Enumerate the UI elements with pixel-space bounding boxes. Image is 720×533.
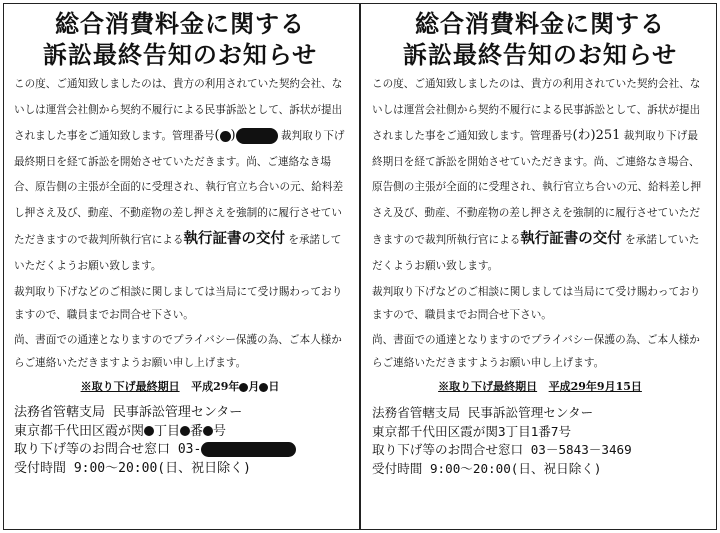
office-block (14, 404, 346, 478)
consultation-paragraph: 裁判取り下げなどのご相談に関しましては当局にて受け賜わっておりますので、職員までお問合せ下さい。 (372, 286, 701, 321)
office-block (372, 404, 708, 478)
deadline-date: 平成29年9月15日 (548, 380, 642, 393)
paragraph-text: この度、ご通知致しましたのは、貴方の利用されていた契約会社、ないしは運営会社側から契約不履行による民事訴訟として、訴状が提出されました事をご通知致します。管理番号 (14, 78, 343, 142)
paragraph-text: 裁判取り下げ最終期日を経て訴訟を開始させていただきます。尚、ご連絡なき場合、原告側の主張が全面的に受理され、執行官立ち合いの元、給料差し押さえ及び、動産、不動産物の差し押さえを強制的に履行させていただきますので裁判所執行官による (372, 130, 702, 246)
business-hours: 受付時間 9:00～20:00(日、祝日除く) (372, 460, 602, 476)
redaction-mark (203, 426, 213, 436)
privacy-paragraph: 尚、書面での通達となりますのでプライバシー保護の為、ご本人様からご連絡いただきますようお願い申し上げます。 (14, 334, 342, 369)
notice-title-line1: 総合消費料金に関する (55, 9, 305, 38)
case-number: (わ)251 (572, 128, 621, 143)
office-address: 東京都千代田区霞が関3丁目1番7号 (372, 423, 572, 439)
office-name: 法務省管轄支局 民事訴訟管理センター (372, 405, 594, 420)
contact-line (14, 441, 346, 460)
business-hours: 受付時間 9:00～20:00(日、祝日除く) (14, 460, 251, 476)
enforcement-emphasis: 執行証書の交付 (183, 230, 285, 247)
deadline-line (372, 378, 708, 394)
paragraph-text: を承諾していただくようお願い致します。 (14, 234, 342, 272)
paragraph-text: を承諾していただくようお願い致します。 (372, 234, 700, 272)
deadline-era: 平成29年 (191, 380, 240, 393)
redaction-mark (144, 426, 154, 436)
office-address (14, 423, 346, 442)
redaction-mark (236, 128, 278, 144)
contact-line: 取り下げ等のお問合せ窓口 03－5843－3469 (372, 442, 632, 457)
paragraph-text: この度、ご通知致しましたのは、貴方の利用されていた契約会社、ないしは運営会社側から契約不履行による民事訴訟として、訴状が提出されました事をご通知致します。管理番号 (372, 78, 701, 142)
address-text: 丁目 (154, 423, 181, 439)
address-text: 東京都千代田区霞が関 (14, 423, 145, 439)
case-number-open: ( (214, 128, 220, 143)
case-number-close: ) (230, 128, 236, 143)
deadline-label: ※取り下げ最終期日 (80, 380, 180, 393)
enforcement-emphasis: 執行証書の交付 (520, 230, 622, 247)
panel-divider (359, 3, 361, 530)
notice-title-line1: 総合消費料金に関する (415, 9, 665, 38)
full-notice-panel (372, 8, 708, 526)
notice-main-paragraph (372, 72, 708, 279)
redaction-mark (180, 426, 190, 436)
deadline-label: ※取り下げ最終期日 (438, 380, 538, 393)
redacted-notice-panel (14, 8, 346, 526)
privacy-paragraph: 尚、書面での通達となりますのでプライバシー保護の為、ご本人様からご連絡いただきますようお願い申し上げます。 (372, 334, 700, 369)
deadline-month: 月 (248, 380, 260, 393)
paragraph-text: 裁判取り下げ最終期日を経て訴訟を開始させていただきます。尚、ご連絡なき場合、原告側の主張が全面的に受理され、執行官立ち合いの元、給料差し押さえ及び、動産、不動産物の差し押さえを強制的に履行させていただきますので裁判所執行官による (14, 130, 345, 246)
office-name: 法務省管轄支局 民事訴訟管理センター (14, 405, 243, 420)
address-text: 号 (213, 423, 227, 439)
notice-title-line2: 訴訟最終告知のお知らせ (42, 40, 318, 69)
redaction-mark (201, 442, 296, 457)
notice-title-line2: 訴訟最終告知のお知らせ (402, 40, 678, 69)
address-text: 番 (190, 423, 204, 439)
redaction-mark (220, 131, 231, 142)
consultation-paragraph: 裁判取り下げなどのご相談に関しましては当局にて受け賜わっておりますので、職員までお問合せ下さい。 (14, 286, 343, 321)
contact-label: 取り下げ等のお問合せ窓口 03- (14, 442, 202, 457)
notice-main-paragraph (14, 72, 346, 279)
deadline-day: 日 (268, 380, 280, 393)
deadline-line (14, 378, 346, 394)
